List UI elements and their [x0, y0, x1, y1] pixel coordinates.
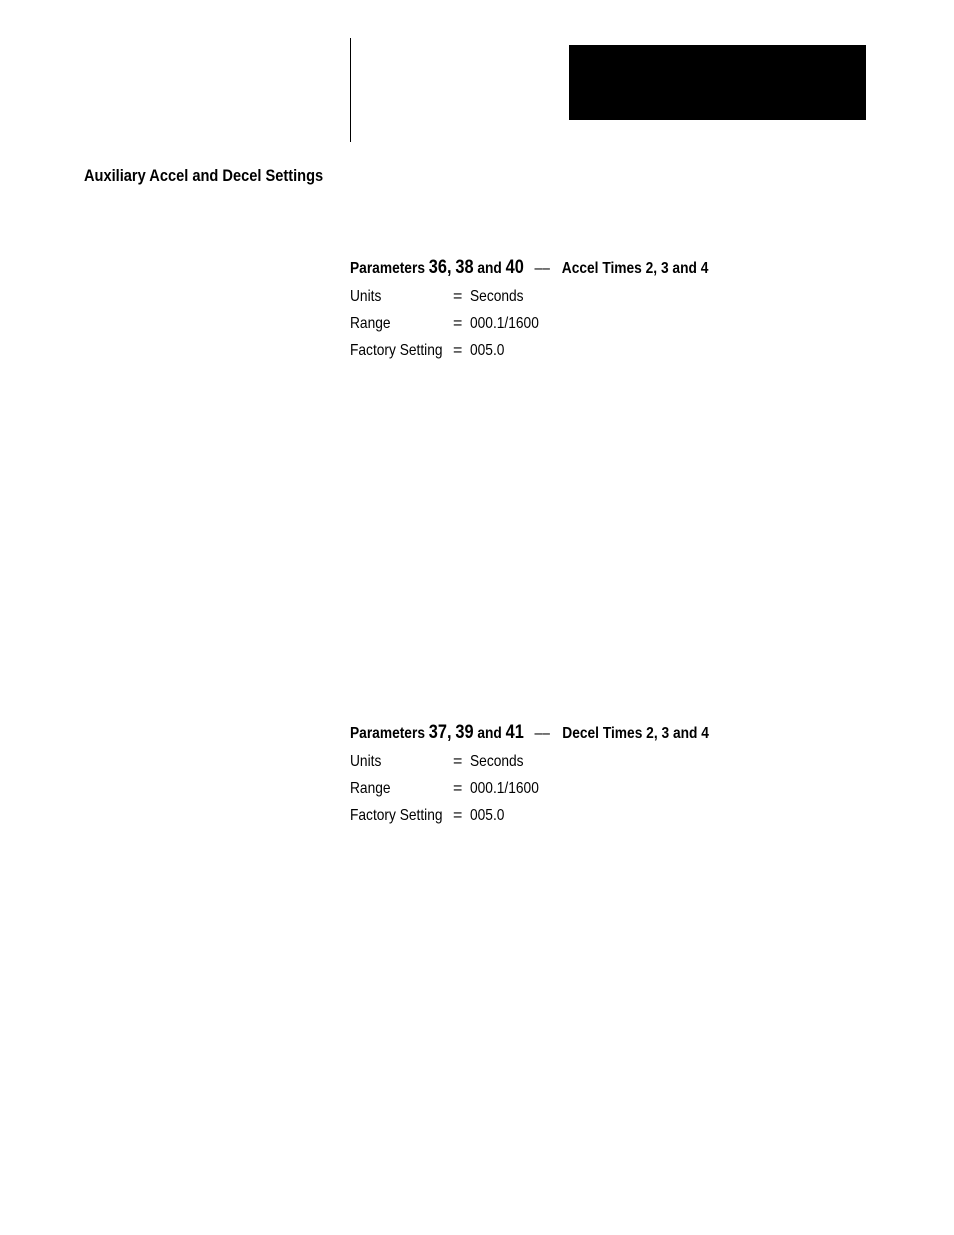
row-equals: =: [453, 780, 463, 797]
parameter-number: 38: [455, 257, 474, 278]
row-value: Seconds: [470, 288, 524, 305]
title-dash: ––: [534, 260, 550, 277]
row-label: Units: [350, 288, 382, 305]
parameter-row-units: [350, 748, 870, 775]
parameter-row-factory-setting: [350, 802, 870, 829]
section-heading: Auxiliary Accel and Decel Settings: [84, 166, 324, 185]
parameter-number: 37: [428, 722, 447, 743]
row-equals: =: [453, 315, 463, 332]
row-equals: =: [453, 288, 463, 305]
row-value: 005.0: [470, 342, 505, 359]
row-label: Range: [350, 315, 391, 332]
row-value: 000.1/1600: [470, 315, 539, 332]
row-value: 000.1/1600: [470, 780, 539, 797]
separator: ,: [446, 722, 452, 743]
parameter-title: [350, 256, 797, 283]
title-conjunction: and: [477, 260, 502, 277]
parameter-number: 40: [505, 257, 524, 278]
parameter-row-range: [350, 775, 870, 802]
parameter-number: 36: [428, 257, 447, 278]
title-dash: ––: [534, 725, 550, 742]
parameter-row-range: [350, 310, 870, 337]
header-vertical-rule: [350, 38, 351, 142]
parameter-row-units: [350, 283, 870, 310]
row-value: 005.0: [470, 807, 505, 824]
separator: ,: [446, 257, 452, 278]
title-suffix: Decel Times 2, 3 and 4: [562, 725, 709, 742]
title-prefix: Parameters: [350, 725, 425, 742]
title-conjunction: and: [477, 725, 502, 742]
row-label: Range: [350, 780, 391, 797]
row-label: Units: [350, 753, 382, 770]
row-equals: =: [453, 753, 463, 770]
parameter-block-accel: [350, 256, 870, 364]
parameter-row-factory-setting: [350, 337, 870, 364]
row-value: Seconds: [470, 753, 524, 770]
parameter-block-decel: [350, 721, 870, 829]
parameter-number: 41: [505, 722, 524, 743]
row-equals: =: [453, 342, 463, 359]
title-suffix: Accel Times 2, 3 and 4: [561, 260, 709, 277]
title-prefix: Parameters: [350, 260, 425, 277]
row-label: Factory Setting: [350, 342, 443, 359]
chapter-tab-block: [569, 45, 866, 120]
parameter-number: 39: [455, 722, 474, 743]
row-label: Factory Setting: [350, 807, 443, 824]
row-equals: =: [453, 807, 463, 824]
parameter-title: [350, 721, 797, 748]
